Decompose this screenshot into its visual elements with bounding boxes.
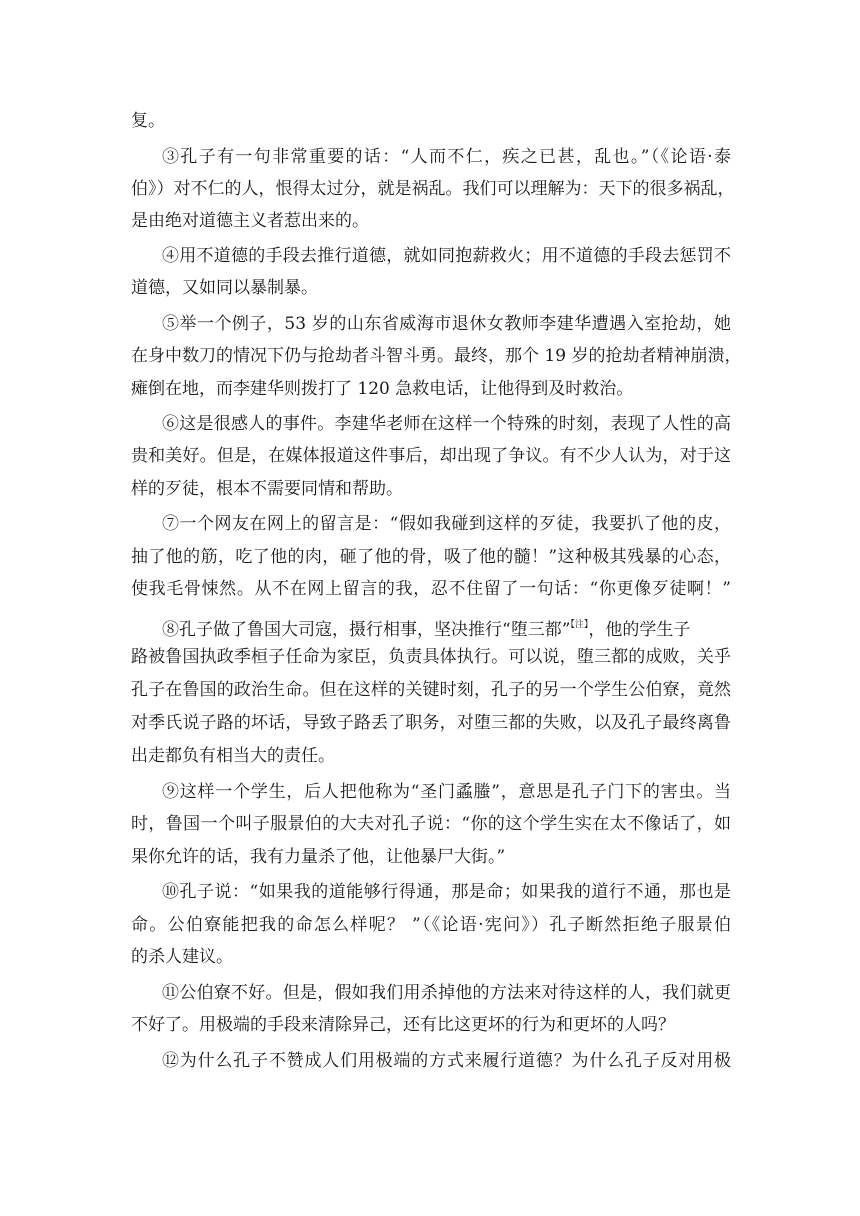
text-line: 的杀人建议。 — [131, 947, 233, 967]
text-line: 瘫倒在地，而李建华则拨打了 120 急救电话，让他得到及时救治。 — [131, 379, 634, 399]
text-line: 贵和美好。但是，在媒体报道这件事后，却出现了争议。有不少人认为，对于这 — [131, 446, 731, 466]
text-line: 出走都负有相当大的责任。 — [131, 746, 335, 766]
text-line: 伯》）对不仁的人，恨得太过分，就是祸乱。我们可以理解为：天下的很多祸乱， — [131, 179, 735, 199]
text-line: 对季氏说子路的坏话，导致子路丢了职务，对堕三都的失败，以及孔子最终离鲁 — [131, 713, 731, 733]
text-line: ⑥这是很感人的事件。李建华老师在这样一个特殊的时刻，表现了人性的高 — [162, 414, 731, 434]
text-line: 命。公伯寮能把我的命怎么样呢？ ”（《论语·宪问》）孔子断然拒绝子服景伯 — [131, 915, 731, 935]
text-line: 道德，又如同以暴制暴。 — [131, 278, 318, 298]
text-line: 不好了。用极端的手段来清除异己，还有比这更坏的行为和更坏的人吗？ — [131, 1015, 675, 1035]
text-line: 复。 — [131, 111, 165, 131]
text-line: 路被鲁国执政季桓子任命为家臣，负责具体执行。可以说，堕三都的成败，关乎 — [131, 647, 731, 667]
text-line: 样的歹徒，根本不需要同情和帮助。 — [131, 479, 403, 499]
text-line: 果你允许的话，我有力量杀了他，让他暴尸大街。” — [131, 847, 506, 867]
text-segment: ⑧孔子做了鲁国大司寇，摄行相事，坚决推行“堕三都” — [162, 620, 571, 640]
text-line: ⑦一个网友在网上的留言是：“假如我碰到这样的歹徒，我要扒了他的皮， — [162, 514, 731, 534]
text-line: 在身中数刀的情况下仍与抢劫者斗智斗勇。最终，那个 19 岁的抢劫者精神崩溃， — [131, 346, 742, 366]
text-line: 孔子在鲁国的政治生命。但在这样的关键时刻，孔子的另一个学生公伯寮，竟然 — [131, 680, 731, 700]
text-line: ⑨这样一个学生，后人把他称为“圣门蟊螣”，意思是孔子门下的害虫。当 — [162, 782, 731, 802]
text-line: 使我毛骨悚然。从不在网上留言的我，忍不住留了一句话：“你更像歹徒啊！” — [131, 579, 731, 599]
text-line: ⑫为什么孔子不赞成人们用极端的方式来履行道德？为什么孔子反对用极 — [162, 1051, 731, 1071]
text-line: ③孔子有一句非常重要的话：“人而不仁，疾之已甚，乱也。”（《论语·泰 — [162, 147, 731, 167]
text-line: 时，鲁国一个叫子服景伯的大夫对孔子说：“你的这个学生实在太不像话了，如 — [131, 814, 731, 834]
text-line: ⑪公伯寮不好。但是，假如我们用杀掉他的方法来对待这样的人，我们就更 — [162, 983, 731, 1003]
text-line: 是由绝对道德主义者惹出来的。 — [131, 211, 369, 231]
footnote-marker: 【注】 — [570, 620, 589, 630]
text-segment: ，他的学生子 — [588, 620, 691, 640]
text-line: 抽了他的筋，吃了他的肉，砸了他的骨，吸了他的髓！”这种极其残暴的心态， — [131, 547, 731, 567]
text-line: ⑤举一个例子，53 岁的山东省威海市退休女教师李建华遭遇入室抢劫，她 — [162, 314, 731, 334]
text-line-with-note — [162, 614, 731, 641]
text-line: ④用不道德的手段去推行道德，就如同抱薪救火；用不道德的手段去惩罚不 — [162, 246, 731, 266]
text-line: ⑩孔子说：“如果我的道能够行得通，那是命；如果我的道行不通，那也是 — [162, 882, 731, 902]
